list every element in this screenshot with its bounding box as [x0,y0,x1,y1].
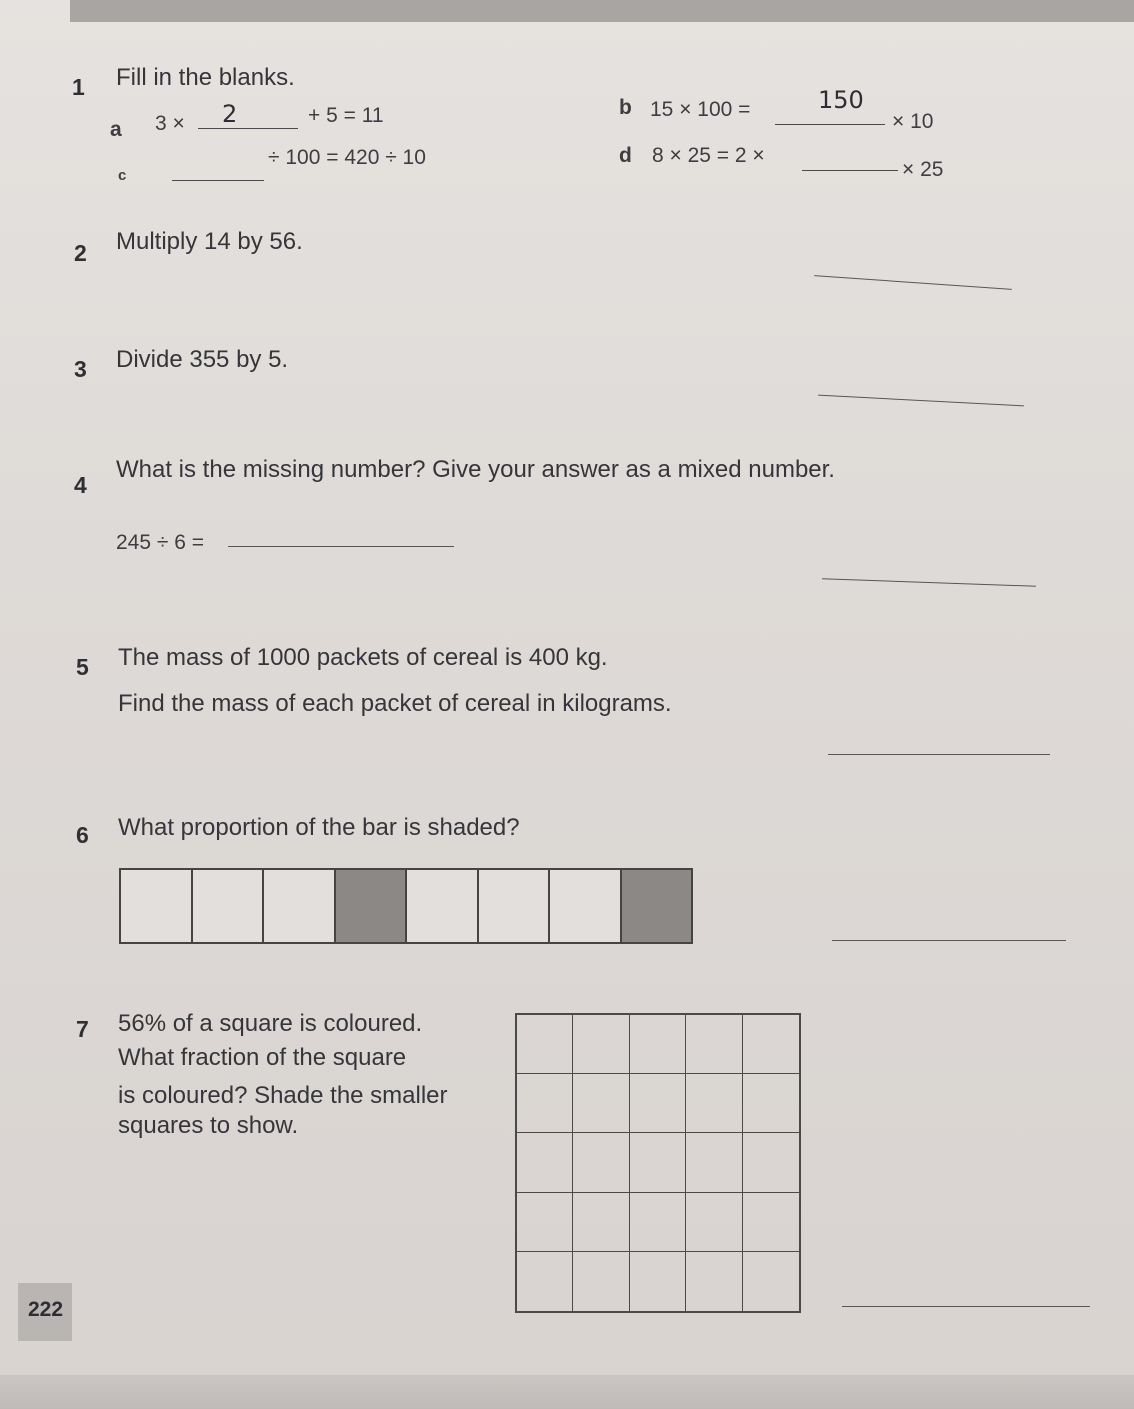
q6-number: 6 [76,822,89,848]
page-number-tab [18,1283,72,1341]
q1c-blank-line [172,180,264,181]
bar-cell [550,870,622,942]
q5-line1: The mass of 1000 packets of cereal is 400 kg. [118,644,608,671]
grid-cell[interactable] [686,1074,742,1133]
q7-line3: is coloured? Shade the smaller [118,1082,448,1109]
grid-cell[interactable] [573,1193,629,1252]
q1b-answer[interactable]: 150 [818,86,864,114]
q1c-label: c [118,167,127,184]
q3-answer-line[interactable] [818,395,1024,407]
page-top-edge [70,0,1134,22]
grid-cell[interactable] [743,1015,799,1074]
q1b-prefix: 15 × 100 = [650,98,751,121]
q1a-suffix: + 5 = 11 [308,104,384,127]
grid-cell[interactable] [686,1133,742,1192]
q4-prompt: What is the missing number? Give your answer as a mixed number. [116,456,835,483]
bar-cell [407,870,479,942]
q1-number: 1 [72,74,85,100]
q1b-blank-line [775,124,885,125]
q2-prompt: Multiply 14 by 56. [116,228,303,255]
q1a-label: a [110,118,122,141]
grid-cell[interactable] [573,1074,629,1133]
page-number: 222 [28,1298,64,1321]
grid-cell[interactable] [573,1015,629,1074]
q3-number: 3 [74,356,87,382]
bar-cell-shaded [336,870,408,942]
grid-cell[interactable] [686,1252,742,1311]
bar-cell [193,870,265,942]
q5-number: 5 [76,654,89,680]
q7-number: 7 [76,1016,89,1042]
q4-equation: 245 ÷ 6 = [116,531,205,554]
q1b-label: b [619,96,632,119]
q1d-blank-line [802,170,898,171]
q1d-suffix: × 25 [902,158,944,181]
q1c-suffix: ÷ 100 = 420 ÷ 10 [268,146,426,169]
grid-cell[interactable] [743,1074,799,1133]
q4-equation-blank[interactable] [228,546,454,547]
bar-cell-shaded [622,870,692,942]
q1a-answer[interactable]: 2 [222,100,238,128]
grid-cell[interactable] [630,1015,686,1074]
q5-line2: Find the mass of each packet of cereal in kilograms. [118,690,672,717]
grid-cell[interactable] [517,1252,573,1311]
grid-cell[interactable] [630,1252,686,1311]
grid-cell[interactable] [743,1133,799,1192]
grid-cell[interactable] [630,1133,686,1192]
grid-cell[interactable] [743,1252,799,1311]
q4-answer-line[interactable] [822,578,1036,586]
q1d-prefix: 8 × 25 = 2 × [652,144,765,167]
q7-line2: What fraction of the square [118,1044,407,1071]
grid-cell[interactable] [686,1015,742,1074]
q1a-blank-line [198,128,298,129]
grid-cell[interactable] [517,1074,573,1133]
grid-cell[interactable] [630,1193,686,1252]
grid-cell[interactable] [573,1252,629,1311]
q2-answer-line[interactable] [814,275,1012,290]
shaded-bar [119,868,693,944]
q4-number: 4 [74,472,87,498]
grid-cell[interactable] [517,1193,573,1252]
q1b-suffix: × 10 [892,110,934,133]
q1a-prefix: 3 × [155,112,185,135]
q7-line4: squares to show. [118,1112,299,1139]
page-bottom-edge [0,1375,1134,1409]
grid-cell[interactable] [686,1193,742,1252]
q6-answer-line[interactable] [832,940,1066,941]
q3-prompt: Divide 355 by 5. [116,346,289,373]
grid-cell[interactable] [743,1193,799,1252]
q1d-label: d [619,144,632,167]
q7-line1: 56% of a square is coloured. [118,1010,423,1037]
hundred-square-grid[interactable] [515,1013,801,1313]
grid-cell[interactable] [630,1074,686,1133]
grid-cell[interactable] [517,1015,573,1074]
grid-cell[interactable] [573,1133,629,1192]
q1-prompt: Fill in the blanks. [116,64,295,91]
bar-cell [121,870,193,942]
q6-prompt: What proportion of the bar is shaded? [118,814,520,841]
q2-number: 2 [74,240,87,266]
grid-cell[interactable] [517,1133,573,1192]
bar-cell [479,870,551,942]
q5-answer-line[interactable] [828,754,1050,755]
bar-cell [264,870,336,942]
q7-answer-line[interactable] [842,1306,1090,1307]
